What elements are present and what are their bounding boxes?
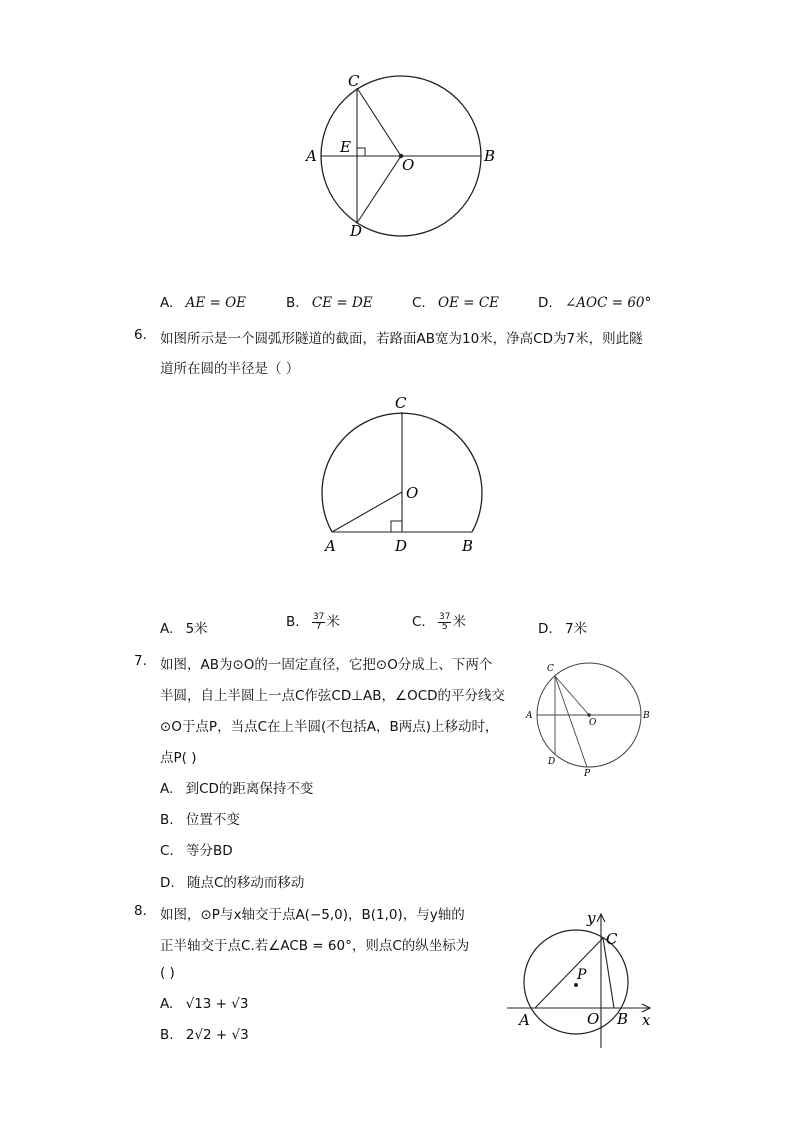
q6-option-a-letter: A. bbox=[160, 621, 174, 637]
q6-option-b-unit: 米 bbox=[326, 614, 340, 630]
fig5-label-b: B bbox=[484, 147, 496, 165]
q6-option-d-letter: D. bbox=[538, 621, 553, 637]
q6-option-d[interactable] bbox=[538, 617, 587, 637]
fig8-label-c: C bbox=[606, 930, 618, 948]
fig8-label-a: A bbox=[519, 1011, 530, 1029]
q7-number: 7. bbox=[134, 653, 147, 669]
q6-option-d-text: 7米 bbox=[564, 621, 588, 637]
q6-option-c[interactable] bbox=[412, 610, 466, 632]
fig7-label-p: P bbox=[584, 769, 591, 779]
fig8-label-b: B bbox=[617, 1010, 629, 1028]
fig8-segment-bc bbox=[603, 938, 614, 1008]
q6-option-b-fraction bbox=[312, 613, 325, 632]
fig5-label-d: D bbox=[350, 222, 363, 240]
fig8-center-dot bbox=[574, 983, 578, 987]
q5-option-d-letter: D. bbox=[538, 295, 553, 311]
fig5-label-o: O bbox=[402, 156, 415, 174]
figure-q7 bbox=[520, 655, 655, 780]
q5-option-d-text: ∠AOC = 60° bbox=[564, 295, 652, 311]
fig8-label-p: P bbox=[577, 967, 587, 983]
q5-option-a-text: AE = OE bbox=[185, 295, 247, 311]
q7-option-a-text: 到CD的距离保持不变 bbox=[185, 781, 314, 797]
fig6-label-a: A bbox=[325, 537, 336, 555]
q8-option-b[interactable] bbox=[160, 1027, 249, 1043]
fig5-right-angle-mark bbox=[357, 148, 365, 156]
q5-option-b-text: CE = DE bbox=[311, 295, 373, 311]
q5-option-b-letter: B. bbox=[286, 295, 300, 311]
fig7-label-o: O bbox=[589, 718, 597, 728]
q7-text-line-3: ⊙O于点P，当点C在上半圆(不包括A，B两点)上移动时， bbox=[160, 719, 499, 735]
fig6-right-angle-mark bbox=[391, 521, 402, 532]
fig5-label-c: C bbox=[348, 72, 360, 90]
q6-option-b[interactable] bbox=[286, 610, 340, 632]
fig5-label-a: A bbox=[306, 147, 317, 165]
q6-option-c-letter: C. bbox=[412, 614, 426, 630]
q8-text-line-3: ( ) bbox=[160, 965, 175, 981]
q7-option-b-text: 位置不变 bbox=[185, 812, 240, 828]
q5-option-d[interactable] bbox=[538, 295, 651, 311]
fig8-label-x: x bbox=[642, 1011, 651, 1029]
figure-q5 bbox=[300, 70, 510, 250]
fig6-label-o: O bbox=[406, 484, 419, 502]
q7-option-c[interactable] bbox=[160, 839, 233, 859]
q5-option-c-text: OE = CE bbox=[438, 295, 500, 311]
fig7-label-d: D bbox=[548, 757, 556, 767]
fig8-segment-ac bbox=[535, 938, 603, 1008]
q6-text-line-2: 道所在圆的半径是（ ） bbox=[160, 361, 300, 377]
q6-option-b-denominator: 7 bbox=[315, 621, 322, 632]
q5-option-c[interactable] bbox=[412, 295, 499, 311]
q6-option-c-denominator: 5 bbox=[441, 621, 448, 632]
q8-text-line-1: 如图，⊙P与x轴交于点A(−5,0)，B(1,0)，与y轴的 bbox=[160, 907, 465, 923]
q6-option-a[interactable] bbox=[160, 617, 208, 637]
fig7-label-c: C bbox=[547, 664, 554, 674]
q8-option-a-letter: A. bbox=[160, 996, 174, 1012]
fig5-segment-oc bbox=[357, 88, 401, 156]
q8-option-a-text: √13 + √3 bbox=[185, 996, 249, 1012]
fig7-label-a: A bbox=[526, 711, 533, 721]
q5-option-a[interactable] bbox=[160, 295, 246, 311]
q8-option-b-text: 2√2 + √3 bbox=[185, 1027, 249, 1043]
figure-q8 bbox=[505, 905, 665, 1053]
q8-text-line-2: 正半轴交于点C.若∠ACB = 60°，则点C的纵坐标为 bbox=[160, 938, 470, 954]
fig8-label-y: y bbox=[587, 909, 596, 927]
q7-option-d[interactable] bbox=[160, 871, 304, 891]
fig5-segment-od bbox=[357, 156, 401, 223]
q6-text-line-1: 如图所示是一个圆弧形隧道的截面，若路面AB宽为10米，净高CD为7米，则此隧 bbox=[160, 331, 643, 347]
fig7-segment-cp bbox=[555, 676, 587, 767]
q6-number: 6. bbox=[134, 327, 147, 343]
fig7-center-dot bbox=[587, 713, 591, 717]
q7-text-line-4: 点P( ) bbox=[160, 750, 197, 766]
q7-option-b-letter: B. bbox=[160, 812, 174, 828]
q6-option-c-unit: 米 bbox=[452, 614, 466, 630]
q7-option-c-letter: C. bbox=[160, 843, 174, 859]
fig6-label-c: C bbox=[395, 394, 407, 412]
fig5-label-e: E bbox=[340, 138, 351, 156]
fig6-label-d: D bbox=[395, 537, 408, 555]
fig7-segment-co bbox=[555, 676, 589, 715]
q8-option-a[interactable] bbox=[160, 996, 248, 1012]
figure-q6 bbox=[310, 390, 490, 560]
q7-option-d-text: 随点C的移动而移动 bbox=[186, 875, 305, 891]
q8-number: 8. bbox=[134, 903, 147, 919]
q7-option-d-letter: D. bbox=[160, 875, 175, 891]
q6-option-b-letter: B. bbox=[286, 614, 300, 630]
q6-option-c-fraction bbox=[438, 613, 451, 632]
q5-option-a-letter: A. bbox=[160, 295, 174, 311]
q6-option-b-numerator: 37 bbox=[312, 611, 325, 622]
q5-option-c-letter: C. bbox=[412, 295, 426, 311]
q6-option-c-numerator: 37 bbox=[439, 611, 451, 622]
q6-option-a-text: 5米 bbox=[185, 621, 208, 637]
q7-option-c-text: 等分BD bbox=[186, 843, 233, 859]
q8-option-b-letter: B. bbox=[160, 1027, 174, 1043]
q5-option-b[interactable] bbox=[286, 295, 373, 311]
q7-option-b[interactable] bbox=[160, 808, 240, 828]
q7-text-line-2: 半圆，自上半圆上一点C作弦CD⊥AB，∠OCD的平分线交 bbox=[160, 688, 506, 704]
q7-option-a-letter: A. bbox=[160, 781, 174, 797]
q7-option-a[interactable] bbox=[160, 777, 313, 797]
q7-text-line-1: 如图，AB为⊙O的一固定直径，它把⊙O分成上、下两个 bbox=[160, 657, 493, 673]
fig7-label-b: B bbox=[643, 711, 650, 721]
fig8-label-o: O bbox=[587, 1010, 600, 1028]
fig6-label-b: B bbox=[462, 537, 474, 555]
